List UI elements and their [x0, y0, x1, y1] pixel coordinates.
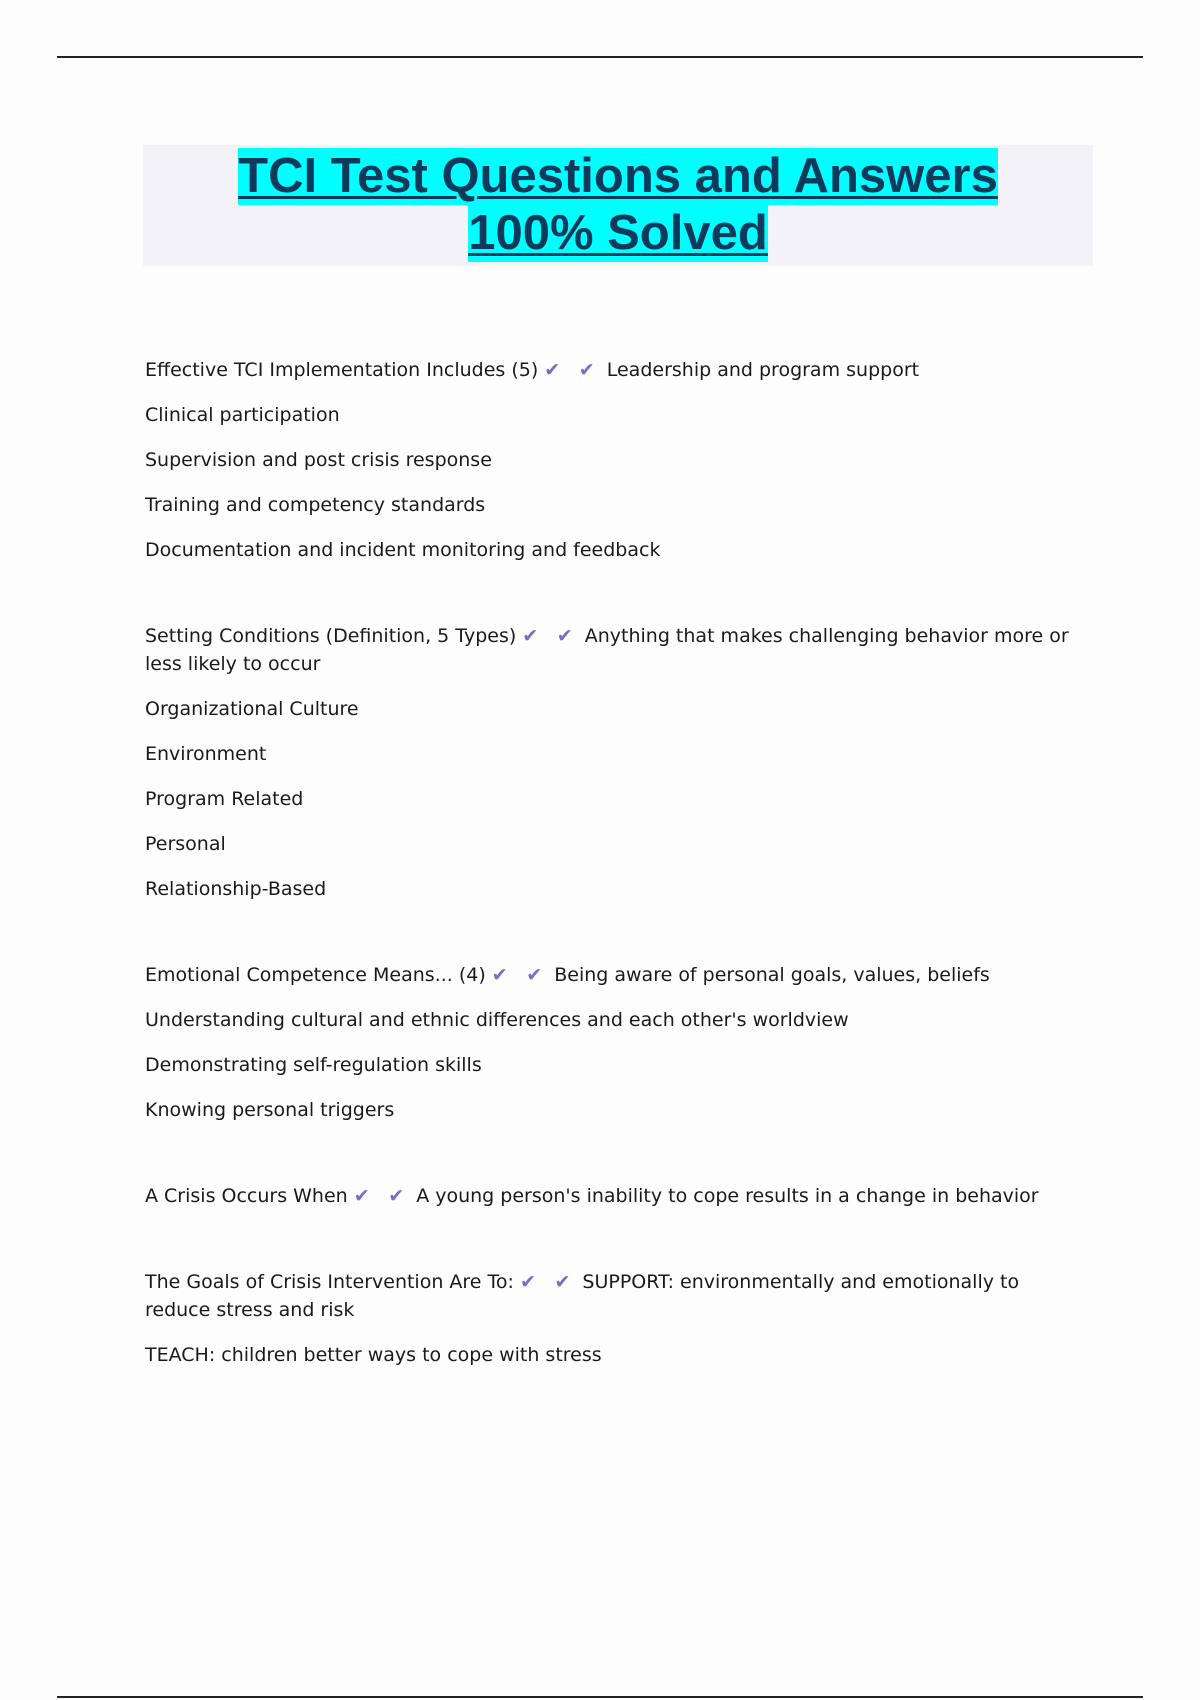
answer-text: SUPPORT: environmentally and emotionally to reduce stress and risk [145, 1271, 1020, 1321]
answer-text: A young person's inability to cope results in a change in behavior [416, 1185, 1039, 1207]
check-icon: ✔ ✔ [522, 625, 579, 647]
qa-question-line [145, 961, 1085, 989]
answer-item: Relationship-Based [145, 878, 327, 900]
check-icon: ✔ ✔ [353, 1185, 411, 1207]
bottom-rule [57, 1696, 1143, 1698]
qa-block-3 [145, 961, 1085, 1124]
question-text: Emotional Competence Means... (4) [145, 964, 486, 986]
answer-item: Personal [145, 833, 226, 855]
answer-item: Organizational Culture [145, 698, 359, 720]
answer-item: Clinical participation [145, 404, 340, 426]
answer-item: Supervision and post crisis response [145, 449, 492, 471]
page-title-line-2: 100% Solved [468, 206, 768, 260]
answer-text: Leadership and program support [606, 359, 920, 381]
answer-item: Demonstrating self-regulation skills [145, 1054, 482, 1076]
check-icon: ✔ ✔ [491, 964, 549, 986]
answer-item: Environment [145, 743, 267, 765]
question-text: A Crisis Occurs When [145, 1185, 348, 1207]
answer-item: Understanding cultural and ethnic differences and each other's worldview [145, 1009, 849, 1031]
qa-question-line [145, 1182, 1085, 1210]
question-text: The Goals of Crisis Intervention Are To: [145, 1271, 514, 1293]
qa-block-2 [145, 622, 1085, 903]
check-icon: ✔ ✔ [544, 359, 601, 381]
answer-item: Knowing personal triggers [145, 1099, 395, 1121]
check-icon: ✔ ✔ [519, 1271, 577, 1293]
answer-text: Being aware of personal goals, values, beliefs [554, 964, 990, 986]
question-text: Setting Conditions (Definition, 5 Types) [145, 625, 517, 647]
qa-question-line [145, 1268, 1085, 1324]
qa-question-line [145, 622, 1085, 678]
qa-question-line [145, 356, 1085, 384]
qa-block-1 [145, 356, 1085, 564]
qa-content [145, 356, 1085, 1369]
answer-text: Anything that makes challenging behavior more or less likely to occur [145, 625, 1069, 675]
qa-block-4 [145, 1182, 1085, 1210]
title-banner [143, 145, 1093, 266]
answer-item: TEACH: children better ways to cope with stress [145, 1344, 602, 1366]
answer-item: Program Related [145, 788, 304, 810]
page-title-line-1: TCI Test Questions and Answers [238, 149, 998, 203]
answer-item: Documentation and incident monitoring and feedback [145, 539, 661, 561]
top-rule [57, 56, 1143, 58]
qa-block-5 [145, 1268, 1085, 1369]
question-text: Effective TCI Implementation Includes (5) [145, 359, 539, 381]
answer-item: Training and competency standards [145, 494, 486, 516]
